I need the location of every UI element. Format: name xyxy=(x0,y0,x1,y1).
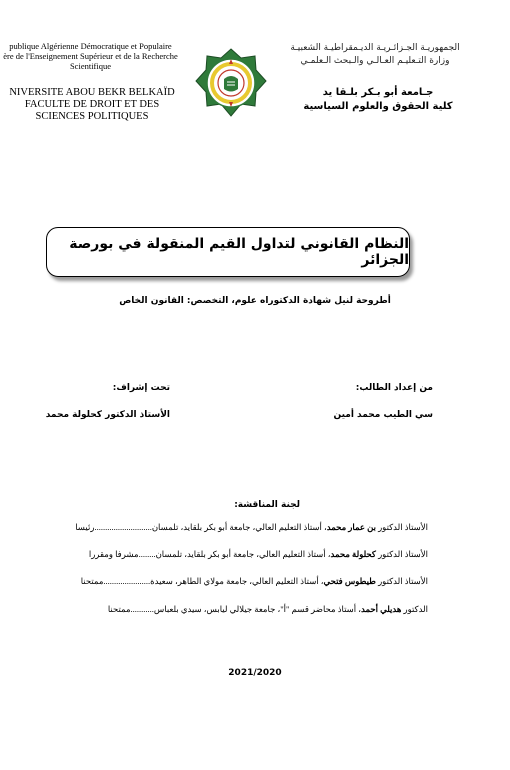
french-ministry-line-2: Scientifique xyxy=(69,61,112,71)
committee-role: مشرفا ومقررا xyxy=(88,549,139,559)
committee-heading: لجنة المناقشة: xyxy=(234,500,300,510)
french-faculty-name: FACULTE DE DROIT ET DES xyxy=(24,99,160,110)
committee-role: ممتحنا xyxy=(80,576,104,586)
committee-member: الأستاذ الدكتور بن عمار محمد، أستاذ التعليم العالي، جامعة أبو بكر بلقايد، تلمسان...........................رئيسا xyxy=(75,522,428,532)
thesis-subtitle: أطروحة لنيل شهادة الدكتوراه علوم، التخصص: القانون الخاص xyxy=(119,296,391,306)
student-name: سي الطيب محمد أمين xyxy=(333,410,433,420)
university-emblem-icon xyxy=(193,46,269,120)
committee-role: ممتحنا xyxy=(107,604,131,614)
french-university-block xyxy=(0,87,192,123)
arabic-republic-line: الجمهوريـة الجـزائـريـة الديـمقراطيـة الشعبيـة xyxy=(290,43,460,53)
supervisor-name: الأستاذ الدكتور كحلولة محمد xyxy=(45,410,170,420)
french-ministry-line: ère de l'Enseignement Supérieur et de la Recherche xyxy=(3,51,178,61)
french-republic-line: publique Algérienne Démocratique et Populaire xyxy=(9,41,172,51)
committee-member: الدكتور هديلي أحمد، أستاذ محاضر قسم "أ"، جامعة جيلالي ليابس، سيدي بلعباس...........ممتحنا xyxy=(107,604,428,614)
french-header xyxy=(0,41,193,71)
french-faculty-name-2: SCIENCES POLITIQUES xyxy=(35,111,149,122)
supervisor-label: تحت إشراف: xyxy=(112,383,170,393)
prepared-by-label: من إعداد الطالب: xyxy=(355,383,433,393)
arabic-faculty-name: كلية الحقوق والعلوم السياسية xyxy=(303,101,453,112)
committee-member: الأستاذ الدكتور كحلولة محمد، أستاذ التعليم العالي، جامعة أبو بكر بلقايد، تلمسان........مشرفا ومقررا xyxy=(88,549,428,559)
academic-year: 2021/2020 xyxy=(228,668,282,678)
french-university-name: NIVERSITE ABOU BEKR BELKAÏD xyxy=(9,87,175,98)
arabic-ministry-line: وزارة التـعليـم العـالـي والـبحث الـعلمـي xyxy=(300,56,450,66)
arabic-university-block xyxy=(288,86,468,114)
committee-role: رئيسا xyxy=(75,522,95,532)
thesis-title-box xyxy=(46,227,410,277)
arabic-header xyxy=(280,42,470,68)
arabic-university-name: جـامعة أبو بـكر بلـقا يد xyxy=(322,87,434,98)
committee-member: الأستاذ الدكتور طيطوس فتحي، أستاذ التعليم العالي، جامعة مولاي الطاهر، سعيدة......................ممتحنا xyxy=(80,576,428,586)
thesis-title: النظام القانوني لتداول القيم المنقولة في بورصة الجزائر xyxy=(69,236,409,268)
